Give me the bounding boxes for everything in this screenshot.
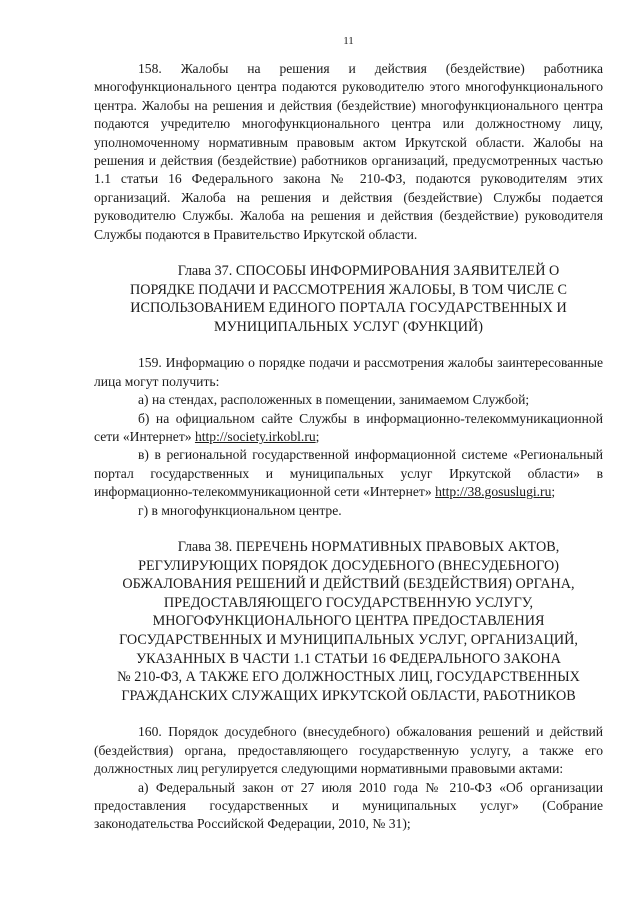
item-v-text: в) в региональной государственной информационной системе «Региональный портал государственных и муниципальных услуг Иркутской области» в информационно-телекоммуникационной сети «Интернет» <box>94 447 603 500</box>
gosuslugi-link[interactable]: http://38.gosuslugi.ru <box>435 484 552 500</box>
chapter-38-line: ПРЕДОСТАВЛЯЮЩЕГО ГОСУДАРСТВЕННУЮ УСЛУГУ, <box>163 594 534 611</box>
chapter-38-line: ГОСУДАРСТВЕННЫХ И МУНИЦИПАЛЬНЫХ УСЛУГ, ОРГАНИЗАЦИЙ, <box>119 632 578 649</box>
item-b-end: ; <box>315 429 320 445</box>
chapter-38-line: ГРАЖДАНСКИХ СЛУЖАЩИХ ИРКУТСКОЙ ОБЛАСТИ, РАБОТНИКОВ <box>121 687 576 704</box>
paragraph-159-item-a: а) на стендах, расположенных в помещении, занимаемом Службой; <box>138 392 530 408</box>
chapter-37-heading <box>94 262 603 336</box>
chapter-38-line: Глава 38. ПЕРЕЧЕНЬ НОРМАТИВНЫХ ПРАВОВЫХ АКТОВ, <box>177 539 560 556</box>
paragraph-158: 158. Жалобы на решения и действия (бездействие) работника многофункционального центра подаются руководителю этого многофункционального центра. Жалобы на решения и действия (бездействие) многофункционального центра подаются учредителю многофункционального центра или должностному лицу, уполномоченному нормативным правовым актом Иркутской области. Жалобы на решения и действия (бездействие) работников организаций, предусмотренных частью 1.1 статьи 16 Федерального закона № 210-ФЗ, подаются руководителям этих организаций. Жалоба на решения и действия (бездействие) Службы подается руководителю Службы. Жалоба на решения и действия (бездействие) руководителя Службы подаются в Правительство Иркутской области. <box>94 61 603 242</box>
item-b-text: б) на официальном сайте Службы в информационно-телекоммуникационной сети «Интернет» <box>94 410 603 445</box>
chapter-37-line: МУНИЦИПАЛЬНЫХ УСЛУГ (ФУНКЦИЙ) <box>214 318 483 335</box>
chapter-38-line: РЕГУЛИРУЮЩИХ ПОРЯДОК ДОСУДЕБНОГО (ВНЕСУДЕБНОГО) <box>138 557 559 574</box>
paragraph-159-item-v <box>94 446 603 501</box>
item-v-end: ; <box>551 484 556 500</box>
paragraph-160-intro: 160. Порядок досудебного (внесудебного) обжалования решений и действий (бездействия) органа, предоставляющего государственную услугу, а также его должностных лиц регулируется следующими нормативными правовыми актами: <box>94 724 603 777</box>
page-number: 11 <box>343 35 354 47</box>
paragraph-159-intro: 159. Информацию о порядке подачи и рассмотрения жалобы заинтересованные лица могут получить: <box>94 355 603 389</box>
chapter-38-line: ОБЖАЛОВАНИЯ РЕШЕНИЙ И ДЕЙСТВИЙ (БЕЗДЕЙСТВИЯ) ОРГАНА, <box>122 576 575 593</box>
chapter-37-line: Глава 37. СПОСОБЫ ИНФОРМИРОВАНИЯ ЗАЯВИТЕЛЕЙ О <box>177 263 560 280</box>
chapter-37-line: ИСПОЛЬЗОВАНИЕМ ЕДИНОГО ПОРТАЛА ГОСУДАРСТВЕННЫХ И <box>130 300 567 317</box>
chapter-38-line: УКАЗАННЫХ В ЧАСТИ 1.1 СТАТЬИ 16 ФЕДЕРАЛЬНОГО ЗАКОНА <box>136 650 561 667</box>
chapter-37-line: ПОРЯДКЕ ПОДАЧИ И РАССМОТРЕНИЯ ЖАЛОБЫ, В ТОМ ЧИСЛЕ С <box>130 281 567 298</box>
society-link[interactable]: http://society.irkobl.ru <box>194 429 316 445</box>
paragraph-160-item-a: а) Федеральный закон от 27 июля 2010 года № 210-ФЗ «Об организации предоставления государственных и муниципальных услуг» (Собрание законодательства Российской Федерации, 2010, № 31); <box>94 779 603 832</box>
chapter-38-heading <box>94 538 603 705</box>
chapter-38-line: МНОГОФУНКЦИОНАЛЬНОГО ЦЕНТРА ПРЕДОСТАВЛЕНИЯ <box>152 613 545 630</box>
paragraph-159-item-g: г) в многофункциональном центре. <box>138 502 342 518</box>
paragraph-159-item-b <box>94 410 603 447</box>
chapter-38-line: № 210-ФЗ, А ТАКЖЕ ЕГО ДОЛЖНОСТНЫХ ЛИЦ, ГОСУДАРСТВЕННЫХ <box>117 669 580 686</box>
